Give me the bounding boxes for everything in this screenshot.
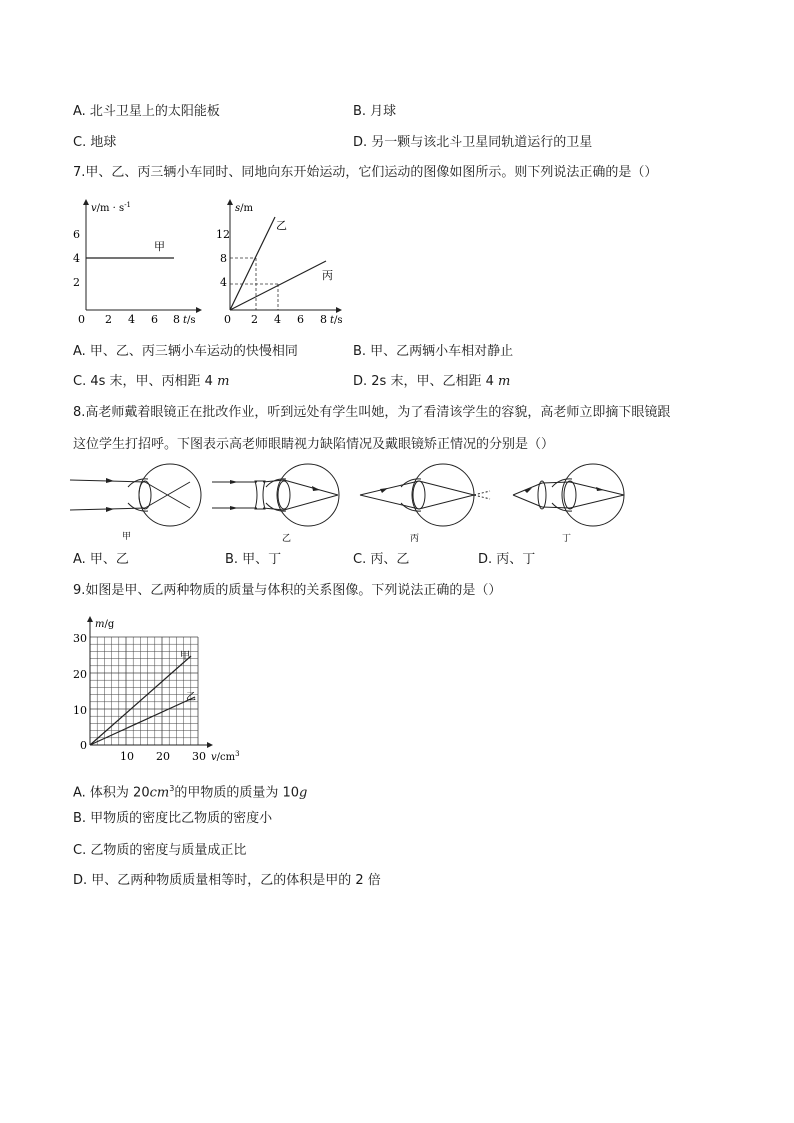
- vt-xtick-2: 2: [105, 313, 112, 326]
- eye-diagram-yi: [212, 464, 339, 544]
- q7-option-a: A. 甲、乙、丙三辆小车运动的快慢相同: [73, 344, 298, 359]
- st-xtick-2: 2: [251, 313, 258, 326]
- q6-option-b: B. 月球: [353, 104, 397, 119]
- vt-ytick-4: 4: [73, 252, 80, 265]
- q7-st-graph: [218, 195, 353, 330]
- q9-option-d: D. 甲、乙两种物质质量相等时，乙的体积是甲的 2 倍: [73, 873, 381, 888]
- q8-eye-diagrams: [70, 462, 630, 547]
- q9-option-b: B. 甲物质的密度比乙物质的密度小: [73, 811, 273, 826]
- st-xtick-6: 6: [297, 313, 304, 326]
- st-xtick-8: 8: [320, 313, 327, 326]
- q7-option-d: D. 2s 末，甲、乙相距 4 m: [353, 374, 511, 389]
- st-label-bing: 丙: [322, 269, 333, 282]
- q9-option-c: C. 乙物质的密度与质量成正比: [73, 843, 247, 858]
- st-ytick-8: 8: [220, 252, 227, 265]
- st-ylabel: s/m: [235, 203, 253, 214]
- q8-stem-line2: 这位学生打招呼。下图表示高老师眼睛视力缺陷情况及戴眼镜矫正情况的分别是（）: [73, 437, 555, 452]
- q6-option-a: A. 北斗卫星上的太阳能板: [73, 104, 220, 119]
- vt-ylabel: $v/m \cdot s^{-1}$: [91, 201, 132, 214]
- vt-origin: 0: [78, 313, 85, 326]
- eye-label-ding: 丁: [562, 534, 572, 544]
- q7-option-c: C. 4s 末，甲、丙相距 4 m: [73, 374, 230, 389]
- mv-ylabel: m/g: [95, 619, 115, 630]
- mv-ytick-10: 10: [73, 704, 87, 717]
- vt-ytick-6: 6: [73, 228, 80, 241]
- mv-label-jia: 甲: [180, 651, 190, 662]
- vt-xlabel: t/s: [183, 315, 196, 326]
- q7-vt-graph: [70, 195, 210, 330]
- q8-option-a: A. 甲、乙: [73, 552, 129, 567]
- eye-diagram-ding: [513, 464, 624, 544]
- eye-label-bing: 丙: [410, 534, 420, 544]
- vt-xtick-4: 4: [128, 313, 135, 326]
- eye-label-jia: 甲: [122, 532, 132, 542]
- q7-stem: 7.甲、乙、丙三辆小车同时、同地向东开始运动，它们运动的图像如图所示。则下列说法正确的是（）: [73, 165, 658, 180]
- q9-mass-volume-graph: [72, 612, 252, 772]
- st-series-bing: [230, 261, 326, 310]
- eye-label-yi: 乙: [282, 534, 292, 544]
- q8-option-d: D. 丙、丁: [478, 552, 536, 567]
- vt-xtick-8: 8: [173, 313, 180, 326]
- st-series-yi: [230, 217, 275, 310]
- st-label-yi: 乙: [276, 219, 287, 232]
- vt-series-label-jia: 甲: [154, 240, 165, 253]
- mv-label-yi: 乙: [186, 692, 196, 703]
- mv-xtick-10: 10: [120, 750, 134, 763]
- vt-ytick-2: 2: [73, 276, 80, 289]
- q6-option-d: D. 另一颗与该北斗卫星同轨道运行的卫星: [353, 135, 593, 150]
- mv-xtick-20: 20: [156, 750, 170, 763]
- q9-stem: 9.如图是甲、乙两种物质的质量与体积的关系图像。下列说法正确的是（）: [73, 583, 502, 598]
- st-origin: 0: [224, 313, 231, 326]
- st-ytick-4: 4: [220, 276, 227, 289]
- q6-option-c: C. 地球: [73, 135, 117, 150]
- mv-origin: 0: [80, 739, 87, 752]
- mv-ytick-30: 30: [73, 632, 87, 645]
- st-ytick-12: 12: [216, 228, 230, 241]
- q8-option-b: B. 甲、丁: [225, 552, 282, 567]
- st-xtick-4: 4: [274, 313, 281, 326]
- eye-diagram-jia: [70, 464, 201, 542]
- q7-option-b: B. 甲、乙两辆小车相对静止: [353, 344, 514, 359]
- st-xlabel: t/s: [330, 315, 343, 326]
- mv-xtick-30: 30: [192, 750, 206, 763]
- vt-xtick-6: 6: [151, 313, 158, 326]
- q8-option-c: C. 丙、乙: [353, 552, 410, 567]
- eye-diagram-bing: [360, 464, 490, 544]
- q8-stem-line1: 8.高老师戴着眼镜正在批改作业，听到远处有学生叫她，为了看清该学生的容貌，高老师立即摘下眼镜跟: [73, 405, 671, 420]
- mv-ytick-20: 20: [73, 668, 87, 681]
- mv-xlabel: $v/cm^3$: [211, 750, 240, 763]
- q9-option-a: A. 体积为 $20cm^3$的甲物质的质量为 10g: [73, 784, 308, 801]
